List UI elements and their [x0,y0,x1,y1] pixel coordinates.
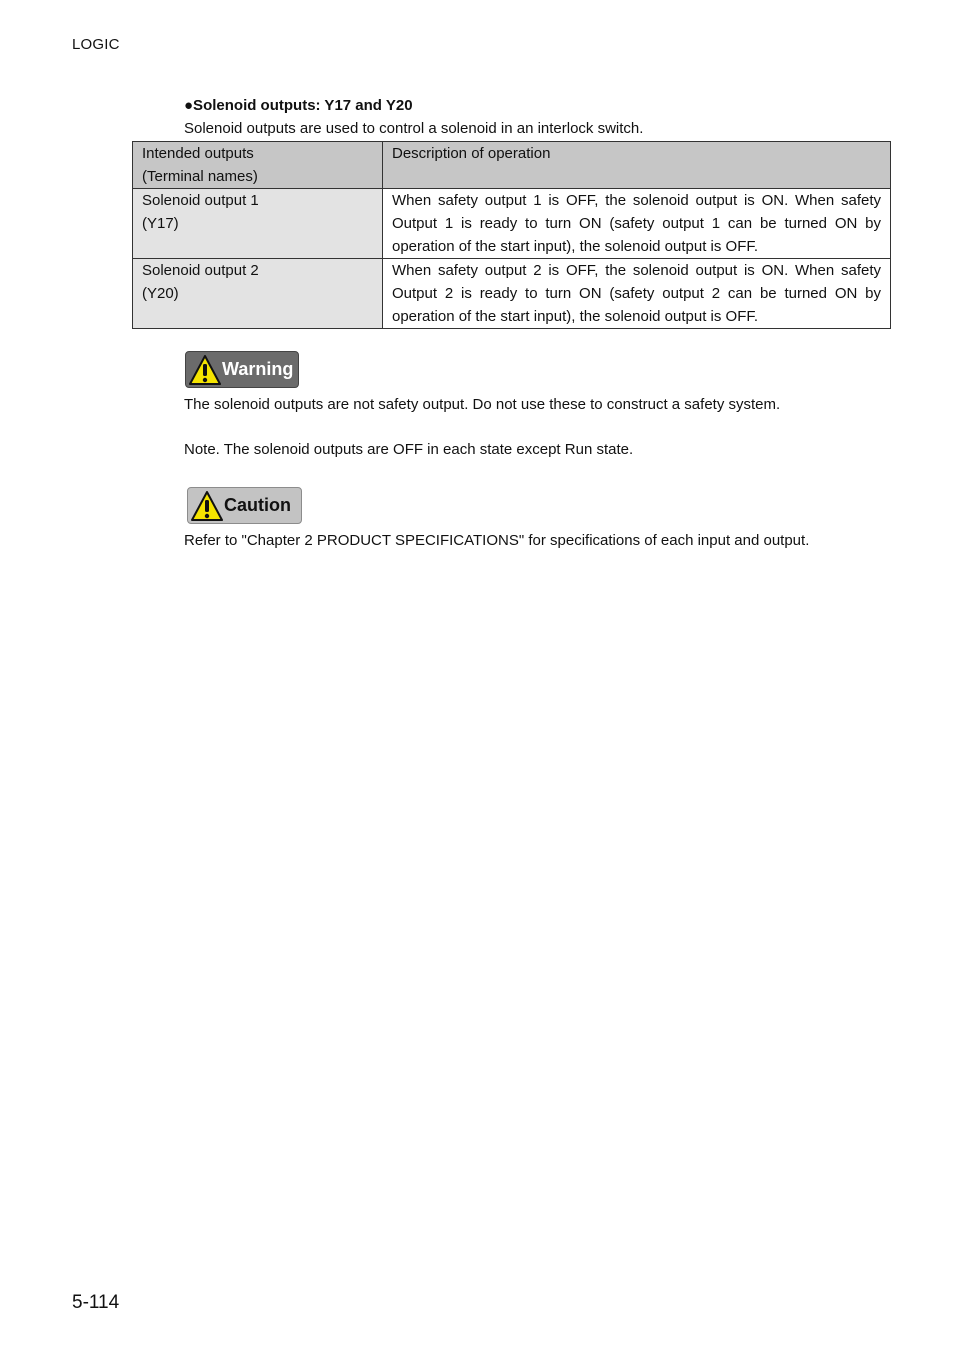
output-name: Solenoid output 2 [142,262,259,279]
running-header: LOGIC [72,36,120,53]
solenoid-output-table [132,141,891,329]
warning-label: Warning [222,359,294,379]
caution-label: Caution [224,495,291,515]
table-header-intended-outputs [133,142,383,189]
table-row [133,189,891,259]
caution-triangle-icon [190,490,224,522]
output-description: When safety output 1 is OFF, the solenoid output is ON. When safety Output 1 is ready to turn ON (safety output 1 can be turned ON by operation of the start input), the solenoid output is OFF. [383,189,891,259]
section-heading: ●Solenoid outputs: Y17 and Y20 [184,97,413,114]
warning-badge [185,351,299,388]
table-row [133,259,891,329]
table-header-description [383,142,891,189]
caution-text: Refer to "Chapter 2 PRODUCT SPECIFICATIONS" for specifications of each input and output. [184,532,810,549]
output-description: When safety output 2 is OFF, the solenoid output is ON. When safety Output 2 is ready to turn ON (safety output 2 can be turned ON by operation of the start input), the solenoid output is OFF. [383,259,891,329]
caution-badge [187,487,302,524]
header-line: Intended outputs [142,145,254,162]
note-text: Note. The solenoid outputs are OFF in each state except Run state. [184,441,634,458]
page-number: 5-114 [72,1292,120,1313]
output-name-cell [133,259,383,329]
table-header-row [133,142,891,189]
output-terminal: (Y17) [142,215,179,232]
output-terminal: (Y20) [142,285,179,302]
warning-text: The solenoid outputs are not safety output. Do not use these to construct a safety system. [184,396,781,413]
warning-triangle-icon [188,354,222,386]
output-name: Solenoid output 1 [142,192,259,209]
output-name-cell [133,189,383,259]
section-intro: Solenoid outputs are used to control a solenoid in an interlock switch. [184,120,644,137]
header-line: Description of operation [392,145,551,162]
header-line: (Terminal names) [142,168,258,185]
